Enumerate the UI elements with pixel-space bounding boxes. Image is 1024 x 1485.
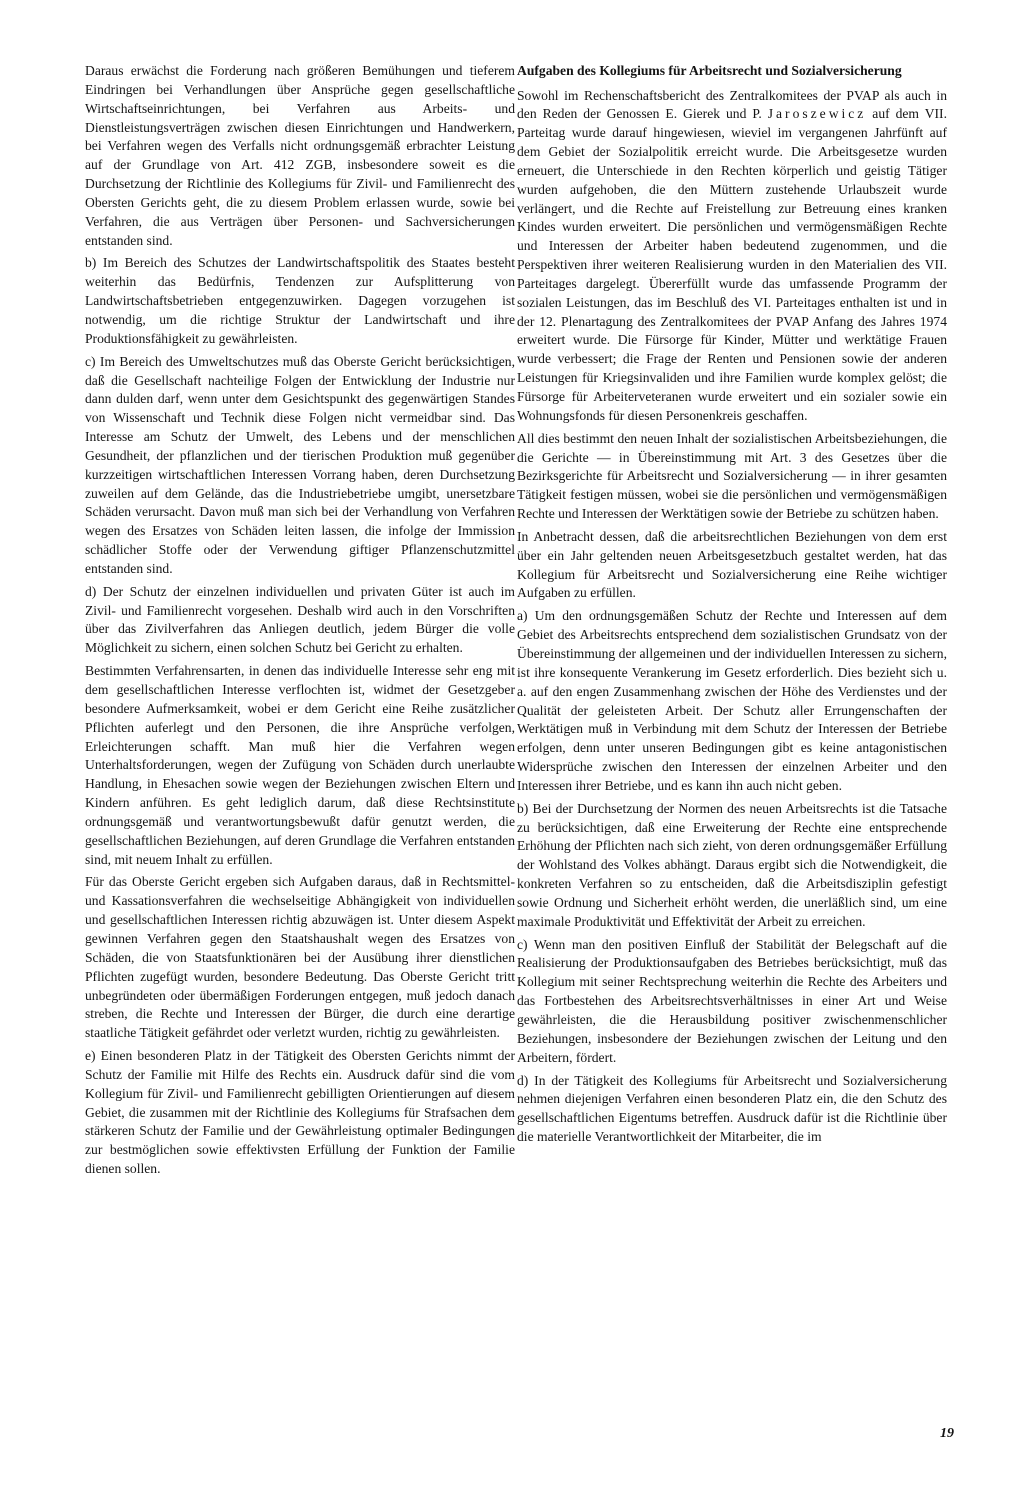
paragraph: Daraus erwächst die Forderung nach größeren Bemühungen und tieferem Eindringen bei Verhandlungen über Ansprüche gegen gesellschaftliche Wirtschaftseinrichtungen, bei Verfahren aus Arbeits- und Dienstleistungsverträgen zwischen diesen Einrichtungen und Handwerkern, bei Verfahren wegen des Verfalls nicht ordnungsgemäß erbrachter Leistung auf der Grundlage von Art. 412 ZGB, insbesondere soweit es die Durchsetzung der Richtlinie des Kollegiums für Zivil- und Familienrecht des Obersten Gerichts geht, die zu diesem Problem erlassen wurde, sowie bei Verfahren, die aus Verträgen über Personen- und Sachversicherungen entstanden sind. [85, 63, 515, 248]
intro-text-after: auf dem VII. Parteitag wurde darauf hingewiesen, wieviel im vergangenen Jahrfünft auf dem Gebiet der Sozialpolitik erreicht wurde. Die Arbeitsgesetze wurden erneuert, die Unterschiede in den Rechten körperlich und geistig Tätiger wurden aufgehoben, die den Müttern zustehende Urlaubszeit wurde verlängert, und die Rechte auf Freistellung zur Betreuung eines kranken Kindes wurden erweitert. Die persönlichen und vermögensmäßigen Rechte und Interessen der Arbeiter haben bedeutend zugenommen, und die Perspektiven ihrer weiteren Realisierung wurden in den Materialien des VII. Parteitages dargelegt. Übererfüllt wurde das umfassende Programm der sozialen Leistungen, das im Beschluß des VI. Parteitages enthalten ist und in der 12. Plenartagung des Zentralkomitees der PVAP Anfang des Jahres 1974 erweitert wurde. Die Fürsorge für Kinder, Mütter und werktätige Frauen wurde verbessert; die Frage der Renten und Pensionen sowie der anderen Leistungen für Kriegsinvaliden und ihre Familien wurde komplex gelöst; die Fürsorge für Arbeiterveteranen wurde erweitert und ein sozialer sowie ein Wohnungsfonds für diesen Personenkreis geschaffen. [517, 106, 947, 423]
section-heading: Aufgaben des Kollegiums für Arbeitsrecht und Sozialversicherung [517, 63, 902, 78]
paragraph: a) Um den ordnungsgemäßen Schutz der Rechte und Interessen auf dem Gebiet des Arbeitsrechts entsprechend dem sozialistischen Grundsatz von der Übereinstimmung der allgemeinen und der individuellen Interessen zu sichern, ist ihre konsequente Verankerung im Gesetz erforderlich. Dies bezieht sich u. a. auf den engen Zusammenhang zwischen der Höhe des Verdienstes und der Qualität der geleisteten Arbeit. Der Schutz aller Errungenschaften der Werktätigen muß in Verbindung mit dem Schutz der Interessen der Betriebe erfolgen, denn unter unseren Bedingungen gibt es keine antagonistischen Widersprüche zwischen den Interessen der einzelnen Arbeiter und den Interessen ihrer Betriebe, und es kann ihn auch nicht geben. [517, 608, 947, 793]
intro-text-before: Sowohl im Rechenschaftsbericht des Zentralkomitees der PVAP als auch in den Reden der Genossen E. Gierek und P. [517, 87, 947, 122]
paragraph: c) Wenn man den positiven Einfluß der Stabilität der Belegschaft auf die Realisierung der Produktionsaufgaben des Betriebes berücksichtigt, muß das Kollegium mit seiner Rechtsprechung weiterhin die Rechte des Arbeiters und das Fortbestehen des Arbeitsrechtsverhältnisses in einer Art und Weise gewährleisten, die die Herausbildung positiver zwischenmenschlicher Beziehungen, insbesondere der Beziehungen zwischen der Leitung und den Arbeitern, fördert. [517, 936, 947, 1065]
paragraph: In Anbetracht dessen, daß die arbeitsrechtlichen Beziehungen von dem erst über ein Jahr geltenden neuen Arbeitsgesetzbuch gestaltet werden, hat das Kollegium für Arbeitsrecht und Sozialversicherung eine Reihe wichtiger Aufgaben zu erfüllen. [517, 528, 947, 601]
paragraph: d) Der Schutz der einzelnen individuellen und privaten Güter ist auch im Zivil- und Familienrecht vorgesehen. Deshalb wird auch in den Vorschriften über das Zivilverfahren das Anliegen deutlich, jedem Bürger die volle Möglichkeit zu sichern, einen solchen Schutz bei Gericht zu erhalten. [85, 583, 515, 656]
left-column [85, 62, 515, 1183]
paragraph: b) Bei der Durchsetzung der Normen des neuen Arbeitsrechts ist die Tatsache zu berücksichtigen, daß eine Erweiterung der Rechte eine entsprechende Erhöhung der Pflichten nach sich zieht, von deren ordnungsgemäßer Erfüllung der Wohlstand des Volkes abhängt. Daraus ergibt sich die Notwendigkeit, die konkreten Verfahren so zu entscheiden, daß die Arbeitsdisziplin gefestigt sowie Ordnung und Sicherheit erhöht werden, die unerläßlich sind, um eine maximale Produktivität und Effektivität der Arbeit zu erreichen. [517, 800, 947, 929]
paragraph: Bestimmten Verfahrensarten, in denen das individuelle Interesse sehr eng mit dem gesellschaftlichen Interesse verflochten ist, widmet der Gesetzgeber besondere Aufmerksamkeit, wobei er dem Gericht eine Reihe zusätzlicher Pflichten auferlegt und den Personen, die ihre Ansprüche verfolgen, Erleichterungen schafft. Man muß hier die Verfahren wegen Unterhaltsforderungen, wegen der Zufügung von Schäden durch unerlaubte Handlung, in Ehesachen sowie wegen der Beziehungen zwischen Eltern und Kindern anführen. Es geht lediglich darum, daß diese Rechtsinstitute ordnungsgemäß und verantwortungsbewußt dafür genutzt werden, die gesellschaftlichen Beziehungen, auf deren Grundlage die Verfahren entstanden sind, mit neuem Inhalt zu erfüllen. [85, 663, 515, 867]
paragraph: b) Im Bereich des Schutzes der Landwirtschaftspolitik des Staates besteht weiterhin das Bedürfnis, Tendenzen zur Aufsplitterung von Landwirtschaftsbetrieben entgegenzuwirken. Dagegen vorzugehen ist notwendig, um die richtige Struktur der Landwirtschaft und ihre Produktionsfähigkeit zu gewährleisten. [85, 255, 515, 346]
spaced-name: Jaroszewicz [767, 106, 867, 122]
paragraph: All dies bestimmt den neuen Inhalt der sozialistischen Arbeitsbeziehungen, die die Gerichte — in Übereinstimmung mit Art. 3 des Gesetzes über die Bezirksgerichte für Arbeitsrecht und Sozialversicherung — in ihrer gesamten Tätigkeit festigen müssen, wobei sie die persönlichen und vermögensmäßigen Rechte und Interessen der Werktätigen sowie der Betriebe zu schützen haben. [517, 430, 947, 522]
paragraph: e) Einen besonderen Platz in der Tätigkeit des Obersten Gerichts nimmt der Schutz der Familie mit Hilfe des Rechts ein. Ausdruck dafür sind die vom Kollegium für Zivil- und Familienrecht gebilligten Orientierungen auf diesem Gebiet, die zusammen mit der Richtlinie des Kollegiums für Strafsachen dem stärkeren Schutz der Familie und der Gewährleistung optimaler Bedingungen zur bestmöglichen sowie effektivsten Erfüllung der Funktion der Familie dienen sollen. [85, 1048, 515, 1177]
page-number: 19 [940, 1426, 954, 1441]
paragraph: d) In der Tätigkeit des Kollegiums für Arbeitsrecht und Sozialversicherung nehmen diejenigen Verfahren einen besonderen Platz ein, die den Schutz des gesellschaftlichen Eigentums betreffen. Ausdruck dafür ist die Richtlinie über die materielle Verantwortlichkeit der Mitarbeiter, die im [517, 1072, 947, 1145]
right-column [517, 62, 947, 1151]
paragraph: Für das Oberste Gericht ergeben sich Aufgaben daraus, daß in Rechtsmittel- und Kassationsverfahren die wechselseitige Abhängigkeit von individuellen und gesellschaftlichen Interessen richtig abzuwägen ist. Unter diesem Aspekt gewinnen Verfahren gegen den Staatshaushalt wegen des Ersatzes von Schäden, die von Staatsfunktionären bei der Ausübung ihrer dienstlichen Pflichten zugefügt wurden, besondere Bedeutung. Das Oberste Gericht tritt unbegründeten oder übermäßigen Forderungen entgegen, muß jedoch danach streben, die Rechte und Interessen der Bürger, die durch eine derartige staatliche Tätigkeit gefährdet oder verletzt wurden, richtig zu gewährleisten. [85, 874, 515, 1041]
paragraph: c) Im Bereich des Umweltschutzes muß das Oberste Gericht berücksichtigen, daß die Gesellschaft nachteilige Folgen der Entwicklung der Industrie nur dann dulden darf, wenn unter dem Gesichtspunkt des gegenwärtigen Standes von Wissenschaft und Technik diese Folgen nicht vermeidbar sind. Das Interesse am Schutz der Umwelt, des Lebens und der menschlichen Gesundheit, der pflanzlichen und der tierischen Produktion muß gegenüber kurzzeitigen wirtschaftlichen Interessen Vorrang haben, deren Durchsetzung zuweilen auf dem Gelände, das die Industriebetriebe umgibt, unersetzbare Schäden verursacht. Davon muß man sich bei der Verhandlung von Verfahren wegen des Ersatzes von Schäden leiten lassen, die infolge der Immission schädlicher Stoffe oder der Verwendung giftiger Pflanzenschutzmittel entstanden sind. [85, 353, 515, 576]
paragraph [517, 87, 947, 426]
